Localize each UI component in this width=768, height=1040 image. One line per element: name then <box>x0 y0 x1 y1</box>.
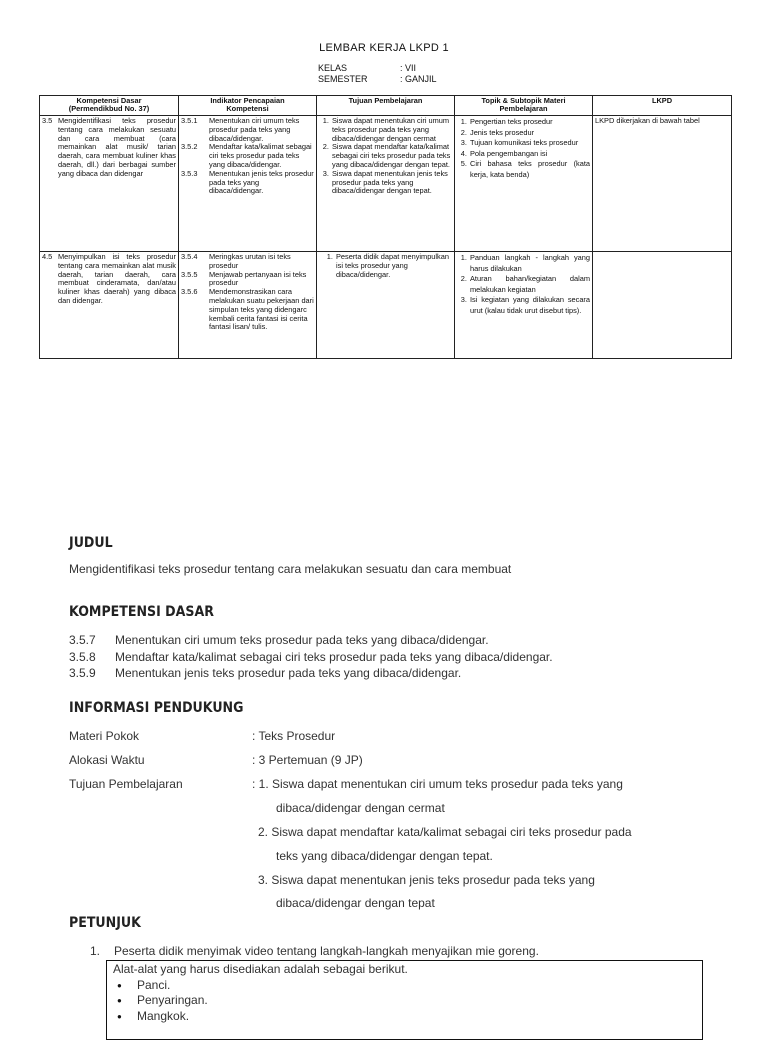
meta-value: : GANJIL <box>400 74 437 84</box>
info-tujuan-line: dibaca/didengar dengan tepat <box>276 896 435 910</box>
cell-kd: 4.5 Menyimpulkan isi teks prosedur tentang cara memainkan alat musik daerah, tarian daerah, cara membuat cinderamata, dan/atau kuliner khas daerah) yang dibaca dan didengar. <box>40 252 179 359</box>
judul-heading: JUDUL <box>69 535 113 551</box>
list-item: 1. Pengertian teks prosedur <box>469 117 590 128</box>
meta-semester <box>318 73 437 85</box>
list-item: ● Panci. <box>137 978 696 994</box>
meta-value: : VII <box>400 63 417 73</box>
list-item: 3. Isi kegiatan yang dilakukan secara urut (kalau tidak urut disebut tips). <box>469 295 590 316</box>
list-item: 5. Ciri bahasa teks prosedur (kata kerja, kata benda) <box>469 159 590 180</box>
header-kompetensi-dasar: Kompetensi Dasar (Permendikbud No. 37) <box>40 96 179 116</box>
worksheet-title: LEMBAR KERJA LKPD 1 <box>319 42 449 54</box>
info-tujuan-line: teks yang dibaca/didengar dengan tepat. <box>276 849 493 863</box>
informasi-heading: INFORMASI PENDUKUNG <box>69 700 244 716</box>
list-item: 1. Panduan langkah - langkah yang harus dilakukan <box>469 253 590 274</box>
list-item: ● Penyaringan. <box>137 993 696 1009</box>
list-item: 4. Pola pengembangan isi <box>469 149 590 160</box>
cell-tujuan <box>317 252 455 359</box>
list-item: 2. Jenis teks prosedur <box>469 128 590 139</box>
list-item: 3. Tujuan komunikasi teks prosedur <box>469 138 590 149</box>
header-lkpd: LKPD <box>593 96 732 116</box>
petunjuk-heading: PETUNJUK <box>69 915 141 931</box>
table-row <box>40 252 732 359</box>
cell-kd: 3.5 Mengidentifikasi teks prosedur tentang cara melakukan sesuatu dan cara membuat (cara memainkan alat musik/ tarian daerah, cara membuat kuliner khas daerah, dll.) dari berbagai sumber yang dibaca dan didengar <box>40 116 179 252</box>
meta-label: KELAS <box>318 63 348 73</box>
kompetensi-heading: KOMPETENSI DASAR <box>69 604 214 620</box>
header-tujuan: Tujuan Pembelajaran <box>317 96 455 116</box>
list-item: 2. Siswa dapat mendaftar kata/kalimat sebagai ciri teks prosedur pada teks yang dibaca/didengar dengan tepat. <box>331 143 452 169</box>
list-item: 1. Peserta didik dapat menyimpulkan isi teks prosedur yang dibaca/didengar. <box>335 253 452 279</box>
list-item: 3. Siswa dapat menentukan jenis teks prosedur pada teks yang dibaca/didengar dengan tepat. <box>331 170 452 196</box>
kompetensi-item: 3.5.7 Menentukan ciri umum teks prosedur pada teks yang dibaca/didengar. <box>69 633 489 647</box>
list-item: 2. Aturan bahan/kegiatan dalam melakukan kegiatan <box>469 274 590 295</box>
cell-lkpd: LKPD dikerjakan di bawah tabel <box>593 116 732 252</box>
lkpd-table <box>39 95 732 359</box>
petunjuk-item-number: 1. <box>90 944 101 958</box>
cell-indikator: 3.5.1 Menentukan ciri umum teks prosedur pada teks yang dibaca/didengar. 3.5.2 Mendaftar kata/kalimat sebagai ciri teks prosedur pada teks yang dibaca/didengar. 3.5.3 Menentukan jenis teks prosedur pada teks yang dibaca/didengar. <box>179 116 317 252</box>
info-tujuan-line: dibaca/didengar dengan cermat <box>276 801 445 815</box>
meta-label: SEMESTER <box>318 74 368 84</box>
header-topik: Topik & Subtopik Materi Pembelajaran <box>455 96 593 116</box>
info-tujuan-line: 3. Siswa dapat menentukan jenis teks prosedur pada teks yang <box>258 873 595 887</box>
judul-text: Mengidentifikasi teks prosedur tentang cara melakukan sesuatu dan cara membuat <box>69 562 512 576</box>
tools-list <box>113 978 696 1025</box>
cell-lkpd <box>593 252 732 359</box>
tools-box <box>106 960 703 1040</box>
table-header-row <box>40 96 732 116</box>
cell-tujuan <box>317 116 455 252</box>
tools-intro: Alat-alat yang harus disediakan adalah sebagai berikut. <box>113 962 408 976</box>
kompetensi-item: 3.5.9 Menentukan jenis teks prosedur pada teks yang dibaca/didengar. <box>69 666 462 680</box>
kompetensi-item: 3.5.8 Mendaftar kata/kalimat sebagai ciri teks prosedur pada teks yang dibaca/didengar. <box>69 650 553 664</box>
info-tujuan-line: 2. Siswa dapat mendaftar kata/kalimat sebagai ciri teks prosedur pada <box>258 825 632 839</box>
cell-indikator: 3.5.4 Meringkas urutan isi teks prosedur 3.5.5 Menjawab pertanyaan isi teks prosedur 3.5.6 Mendemonstrasikan cara melakukan suatu pekerjaan dari simpulan teks yang didengarc kembali cerita fantasi isi cerita fantasi lisan/ tulis. <box>179 252 317 359</box>
list-item: ● Mangkok. <box>137 1009 696 1025</box>
list-item: 1. Siswa dapat menentukan ciri umum teks prosedur pada teks yang dibaca/didengar dengan cermat <box>331 117 452 143</box>
header-indikator: Indikator Pencapaian Kompetensi <box>179 96 317 116</box>
cell-topik <box>455 116 593 252</box>
petunjuk-item-text: Peserta didik menyimak video tentang langkah-langkah menyajikan mie goreng. <box>114 944 539 958</box>
cell-topik <box>455 252 593 359</box>
table-row <box>40 116 732 252</box>
